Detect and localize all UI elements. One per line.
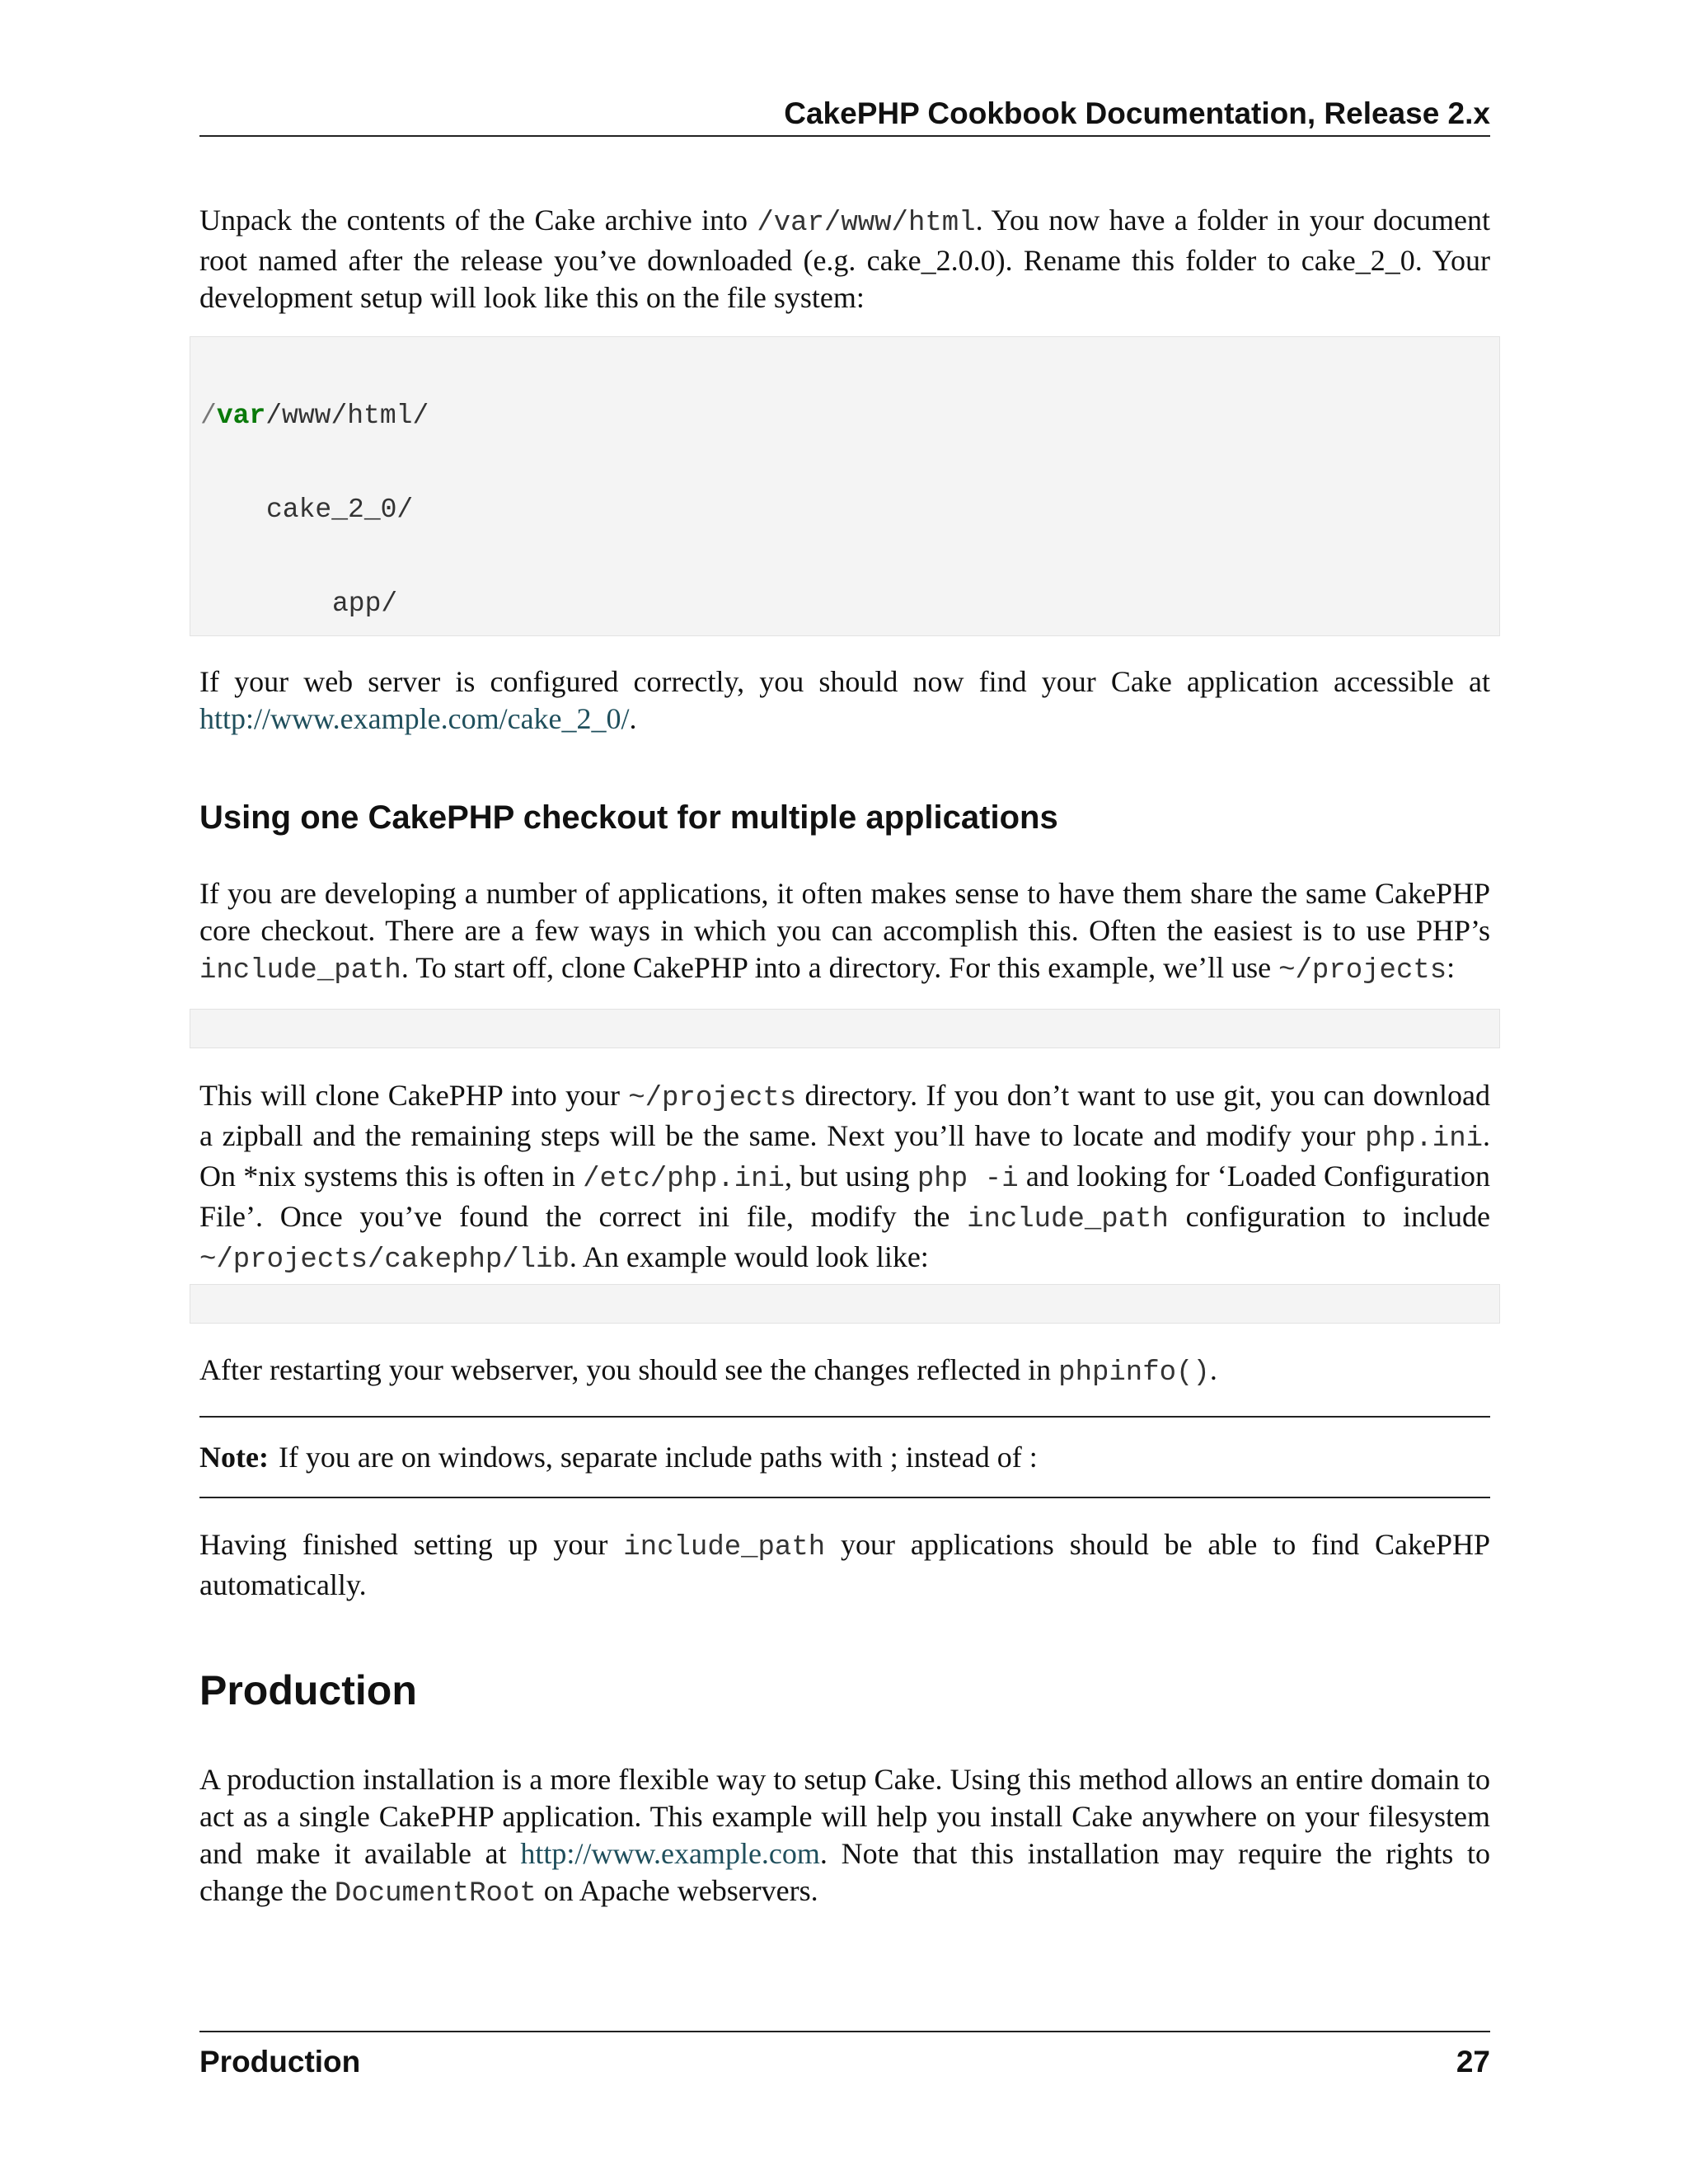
inline-code-projects-dir: ~/projects (628, 1083, 797, 1114)
finished-text-b: your applications should be able to find CakePHP automatically. (199, 1528, 1490, 1601)
note-top-rule (199, 1416, 1490, 1418)
inline-code-include-path-final: include_path (623, 1532, 826, 1563)
running-footer (199, 2031, 1490, 2083)
intro-paragraph (199, 202, 1490, 316)
clone-instructions-paragraph (199, 1077, 1490, 1279)
note-bottom-rule (199, 1497, 1490, 1498)
finished-paragraph (199, 1526, 1490, 1604)
clone-text-g: . An example would look like: (569, 1240, 929, 1273)
note-admonition (199, 1439, 1490, 1476)
intro-text-a: Unpack the contents of the Cake archive into (199, 204, 757, 237)
example-com-link[interactable]: http://www.example.com (520, 1837, 820, 1870)
production-paragraph (199, 1761, 1490, 1913)
git-clone-code-block (190, 1009, 1500, 1048)
clone-text-e: and looking for ‘Loaded Configuration File’. Once you’ve found the correct ini file, modify the (199, 1160, 1491, 1233)
note-text: If you are on windows, separate include paths with ; instead of : (278, 1441, 1038, 1474)
inline-code-projects: ~/projects (1278, 955, 1447, 987)
intro-text-b: . You now have a folder in your document root named after the release you’ve downloaded (e.g. cake_2.0.0). Rename this folder to cake_2_0. Your development setup will look like this on the file system: (199, 204, 1490, 314)
inline-code-var-www-html: /var/www/html (757, 208, 976, 239)
production-text-b: . Note that this installation may require the rights to change the (199, 1837, 1490, 1907)
include-path-code-block (190, 1284, 1500, 1324)
clone-text-a: This will clone CakePHP into your (199, 1079, 629, 1112)
inline-code-include-path-config: include_path (967, 1204, 1169, 1235)
production-text-a: A production installation is a more flexible way to setup Cake. Using this method allows an entire domain to act as a single CakePHP application. This example will help you install Cake anywhere on your filesystem and make it available at (199, 1763, 1490, 1870)
restart-text-a: After restarting your webserver, you should see the changes reflected in (199, 1353, 1059, 1386)
inline-code-php-ini: php.ini (1365, 1123, 1483, 1155)
tree-app-dir: app/ (332, 588, 398, 619)
clone-text-d: , but using (784, 1160, 917, 1193)
tree-root-path: /www/html/ (265, 401, 429, 431)
finished-text-a: Having finished setting up your (199, 1528, 624, 1561)
server-config-paragraph (199, 663, 1490, 738)
multi-app-text-c: : (1447, 951, 1456, 984)
note-label: Note: (199, 1441, 269, 1474)
tree-root-keyword: var (216, 401, 266, 431)
inline-code-cakephp-lib: ~/projects/cakephp/lib (199, 1244, 570, 1276)
multi-app-text-b: . To start off, clone CakePHP into a directory. For this example, we’ll use (401, 951, 1279, 984)
server-config-text: If your web server is configured correctly, you should now find your Cake application accessible at (199, 665, 1490, 698)
clone-text-b: directory. If you don’t want to use git, you can download a zipball and the remaining steps will be the same. Next you’ll have to locate and modify your (199, 1079, 1490, 1152)
directory-tree-code-block (190, 336, 1500, 636)
inline-code-documentroot: DocumentRoot (334, 1878, 537, 1910)
footer-section-title: Production (199, 2045, 361, 2079)
example-cake-link[interactable]: http://www.example.com/cake_2_0/ (199, 702, 630, 735)
production-heading: Production (199, 1667, 417, 1713)
inline-code-etc-php-ini: /etc/php.ini (583, 1164, 785, 1195)
multi-app-text-a: If you are developing a number of applications, it often makes sense to have them share the same CakePHP core checkout. There are a few ways in which you can accomplish this. Often the easiest is to use PHP’s (199, 877, 1490, 947)
section-heading-one-checkout: Using one CakePHP checkout for multiple applications (199, 799, 1058, 836)
running-header: CakePHP Cookbook Documentation, Release 2.x (199, 92, 1490, 137)
inline-code-phpinfo: phpinfo() (1058, 1357, 1210, 1389)
restart-text-b: . (1209, 1353, 1217, 1386)
tree-root-line (200, 400, 1489, 433)
clone-text-c: . On *nix systems this is often in (199, 1119, 1490, 1193)
tree-cake-dir: cake_2_0/ (266, 494, 414, 525)
restart-paragraph (199, 1352, 1490, 1392)
clone-text-f: configuration to include (1168, 1200, 1491, 1233)
document-page (199, 0, 1490, 2184)
footer-page-number: 27 (1456, 2045, 1490, 2079)
inline-code-php-i: php -i (917, 1164, 1019, 1195)
production-text-c: on Apache webservers. (536, 1874, 818, 1907)
server-config-end: . (629, 702, 637, 735)
tree-root-slash: / (200, 401, 217, 431)
multi-app-paragraph (199, 875, 1490, 990)
inline-code-include-path: include_path (199, 955, 401, 987)
